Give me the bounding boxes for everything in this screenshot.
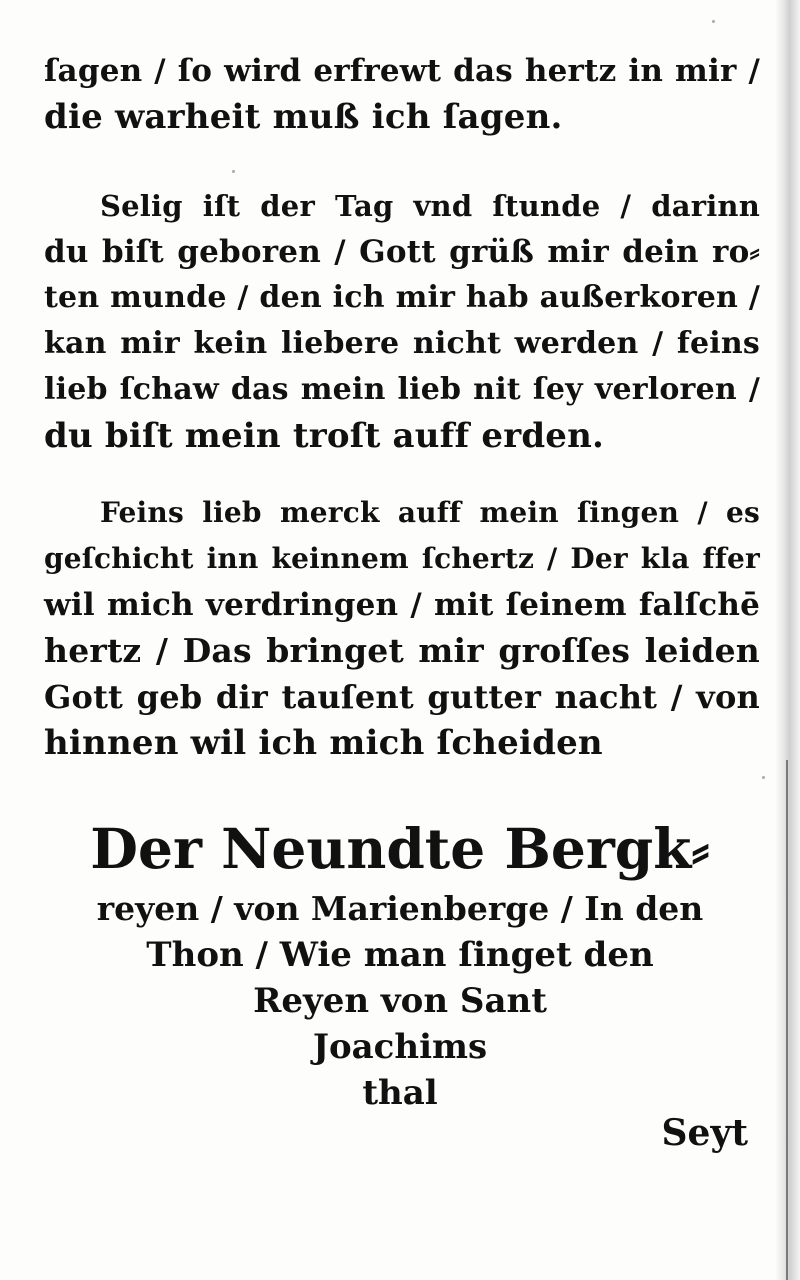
stanza-line: kan mir kein liebere nicht werden / feins	[44, 326, 760, 361]
stanza-feins-lieb	[44, 490, 760, 766]
stanza-line: du biſt mein troſt auff erden.	[44, 416, 605, 456]
stanza-line: Selig iſt der Tag vnd ſtunde / darinn	[100, 189, 760, 223]
stanza-line: geſchicht inn keinnem ſchertz / Der kla ffer	[44, 542, 760, 575]
stanza-continuation	[44, 48, 760, 140]
stanza-line: ſagen / ſo wird erfrewt das hertz in mir /	[44, 53, 760, 89]
page-edge-line	[786, 760, 788, 1280]
stanza-line: hertz / Das bringet mir groſſes leiden	[44, 631, 760, 670]
stanza-line: Gott geb dir tauſent gutter nacht / von	[44, 678, 760, 716]
heading-line: Joachims	[312, 1027, 488, 1067]
stanza-selig	[44, 183, 760, 459]
stanza-line: lieb ſchaw das mein lieb nit ſey verloren /	[44, 372, 760, 407]
heading-line: reyen / von Marienberge / In den	[96, 889, 704, 928]
stanza-line: ten munde / den ich mir hab außerkoren /	[44, 280, 760, 315]
ink-speck	[712, 20, 715, 23]
heading-line: Thon / Wie man ſinget den	[146, 935, 654, 975]
ink-speck	[232, 170, 235, 173]
heading-title: Der Neundte Bergk⸗	[90, 816, 710, 881]
stanza-line: die warheit muß ich ſagen.	[44, 97, 563, 137]
stanza-line: du biſt geboren / Gott grüß mir dein ro⸗	[44, 234, 760, 270]
catchword: Seyt	[661, 1112, 748, 1154]
stanza-line: Feins lieb merck auff mein ſingen / es	[100, 496, 760, 529]
stanza-line: hinnen wil ich mich ſcheiden	[44, 723, 603, 763]
section-heading	[90, 812, 710, 1116]
heading-line: Reyen von Sant	[253, 981, 547, 1021]
stanza-line: wil mich verdringen / mit ſeinem falſchē	[44, 587, 760, 623]
ink-speck	[762, 776, 765, 779]
heading-line: thal	[362, 1073, 438, 1113]
